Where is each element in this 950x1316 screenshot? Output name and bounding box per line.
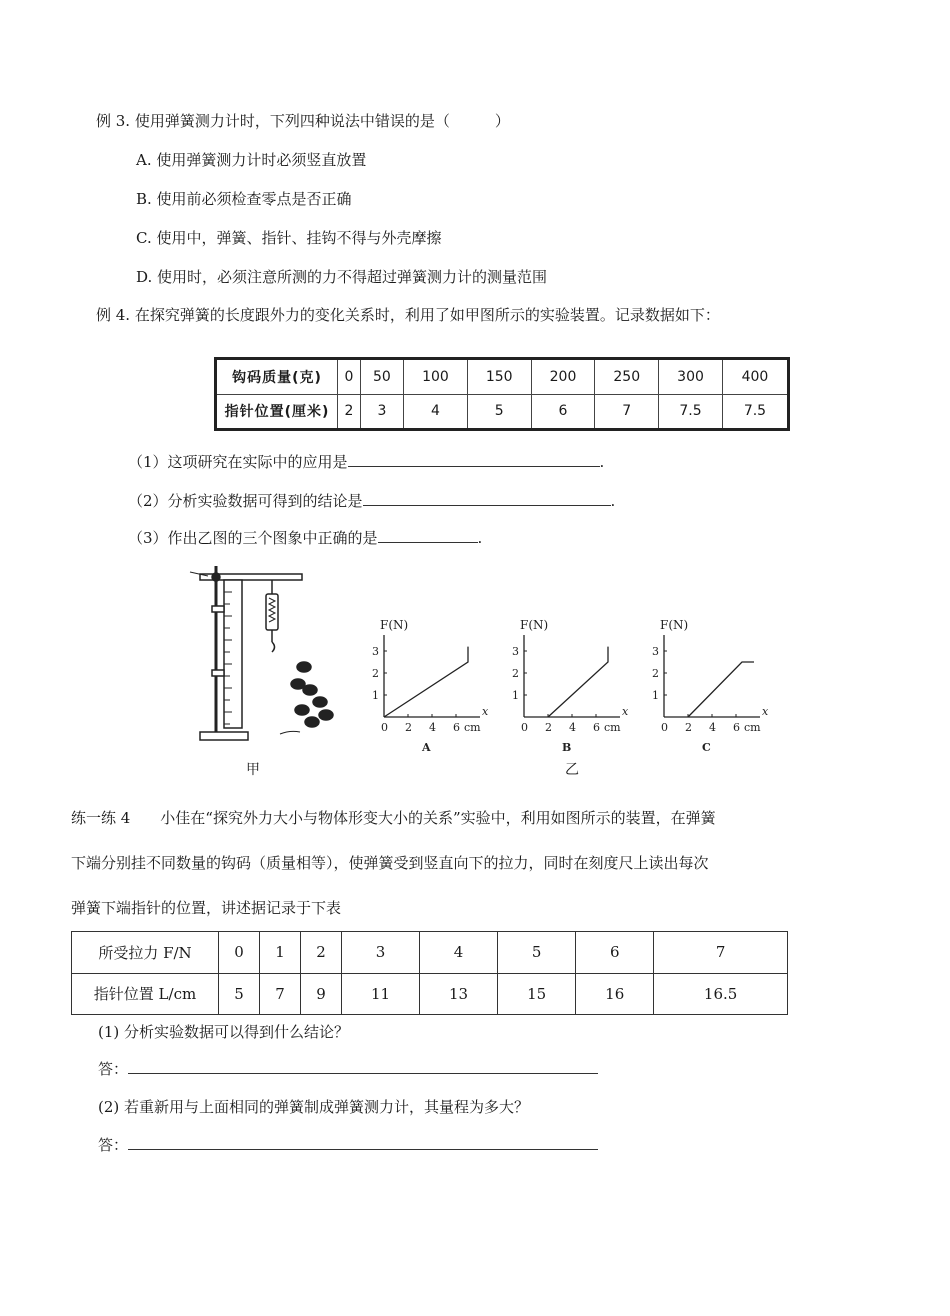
answer-label: 答： bbox=[98, 1136, 129, 1154]
answer-blank[interactable] bbox=[128, 1135, 598, 1150]
table-cell: 4 bbox=[404, 394, 468, 430]
example4-data-table bbox=[214, 357, 790, 431]
table-row bbox=[72, 973, 788, 1015]
y-axis-label: F(N) bbox=[520, 618, 549, 632]
table-cell: 6 bbox=[531, 394, 595, 430]
practice4-line3: 弹簧下端指针的位置，讲述据记录于下表 bbox=[71, 899, 342, 917]
table-header-cell: 钩码质量(克) bbox=[216, 359, 338, 395]
y-tick-label: 2 bbox=[512, 667, 519, 680]
x-tick-label: 4 bbox=[569, 721, 576, 734]
table-cell: 7.5 bbox=[722, 394, 788, 430]
x-tick-label: 4 bbox=[709, 721, 716, 734]
table-row bbox=[216, 359, 789, 395]
table-cell: 250 bbox=[595, 359, 659, 395]
table-cell: 4 bbox=[420, 932, 498, 974]
table-cell: 11 bbox=[341, 973, 419, 1015]
example3-option-c: C. 使用中，弹簧、指针、挂钩不得与外壳摩擦 bbox=[136, 229, 442, 247]
example4-q1-text: （1）这项研究在实际中的应用是 bbox=[128, 453, 348, 471]
x-tick-label: 2 bbox=[405, 721, 412, 734]
x-tick-label: 0 bbox=[381, 721, 388, 734]
table-cell: 5 bbox=[467, 394, 531, 430]
example3-question: 例 3. 使用弹簧测力计时，下列四种说法中错误的是（ ） bbox=[96, 112, 510, 130]
table-row bbox=[72, 932, 788, 974]
answer-blank[interactable] bbox=[128, 1059, 598, 1074]
table-cell: 7 bbox=[595, 394, 659, 430]
answer-blank[interactable] bbox=[348, 452, 600, 467]
example4-q3 bbox=[128, 528, 482, 548]
table-cell: 3 bbox=[360, 394, 403, 430]
graph-line bbox=[548, 647, 608, 717]
apparatus-label: 甲 bbox=[246, 762, 260, 778]
example4-q3-text: （3）作出乙图的三个图象中正确的是 bbox=[128, 529, 378, 547]
y-axis-label: F(N) bbox=[660, 618, 689, 632]
table-cell: 9 bbox=[300, 973, 341, 1015]
x-tick-label: 6 bbox=[453, 721, 460, 734]
table-cell: 16.5 bbox=[654, 973, 788, 1015]
table-cell: 16 bbox=[576, 973, 654, 1015]
x-axis-label: x bbox=[762, 705, 769, 718]
graph-line bbox=[384, 647, 468, 717]
y-tick-label: 3 bbox=[512, 645, 519, 658]
y-tick-label: 3 bbox=[652, 645, 659, 658]
y-axis-label: F(N) bbox=[380, 618, 409, 632]
table-header-cell: 指针位置(厘米) bbox=[216, 394, 338, 430]
x-axis-label: x bbox=[482, 705, 489, 718]
table-header-cell: 所受拉力 F/N bbox=[72, 932, 219, 974]
x-unit-label: cm bbox=[744, 721, 761, 734]
table-cell: 15 bbox=[498, 973, 576, 1015]
table-header-cell: 指针位置 L/cm bbox=[72, 973, 219, 1015]
y-tick-label: 2 bbox=[652, 667, 659, 680]
table-cell: 2 bbox=[338, 394, 361, 430]
practice4-line1: 练一练 4 小佳在“探究外力大小与物体形变大小的关系”实验中，利用如图所示的装置，在弹簧 bbox=[71, 809, 716, 827]
practice4-q1: (1) 分析实验数据可以得到什么结论？ bbox=[98, 1023, 350, 1041]
y-tick-label: 1 bbox=[372, 689, 379, 702]
x-tick-label: 6 bbox=[733, 721, 740, 734]
period: . bbox=[599, 453, 605, 471]
x-unit-label: cm bbox=[604, 721, 621, 734]
example3-option-b: B. 使用前必须检查零点是否正确 bbox=[136, 190, 352, 208]
y-tick-label: 1 bbox=[512, 689, 519, 702]
y-tick-label: 2 bbox=[372, 667, 379, 680]
table-cell: 7 bbox=[259, 973, 300, 1015]
table-cell: 100 bbox=[404, 359, 468, 395]
example4-q2 bbox=[128, 491, 615, 511]
table-cell: 1 bbox=[259, 932, 300, 974]
x-tick-label: 6 bbox=[593, 721, 600, 734]
example4-q2-text: （2）分析实验数据可得到的结论是 bbox=[128, 492, 363, 510]
example4-q1 bbox=[128, 452, 604, 472]
x-unit-label: cm bbox=[464, 721, 481, 734]
table-cell: 13 bbox=[420, 973, 498, 1015]
table-cell: 3 bbox=[341, 932, 419, 974]
x-axis-label: x bbox=[622, 705, 629, 718]
table-cell: 0 bbox=[338, 359, 361, 395]
answer-blank[interactable] bbox=[363, 491, 611, 506]
answer-label: 答： bbox=[98, 1060, 129, 1078]
practice4-answer1 bbox=[98, 1059, 598, 1079]
spring-apparatus-figure bbox=[180, 562, 340, 778]
example3-option-d: D. 使用时，必须注意所测的力不得超过弹簧测力计的测量范围 bbox=[136, 268, 548, 286]
table-cell: 400 bbox=[722, 359, 788, 395]
graph-label: B bbox=[562, 741, 572, 754]
example3-option-a: A. 使用弹簧测力计时必须竖直放置 bbox=[136, 151, 367, 169]
graph-line bbox=[688, 662, 754, 717]
x-tick-label: 4 bbox=[429, 721, 436, 734]
graph-label: A bbox=[422, 741, 431, 754]
graph-group-label: 乙 bbox=[565, 762, 579, 778]
table-cell: 200 bbox=[531, 359, 595, 395]
table-cell: 50 bbox=[360, 359, 403, 395]
table-cell: 7.5 bbox=[659, 394, 723, 430]
y-tick-label: 1 bbox=[652, 689, 659, 702]
example4-question: 例 4. 在探究弹簧的长度跟外力的变化关系时，利用了如甲图所示的实验装置。记录数据如下： bbox=[96, 306, 720, 324]
practice4-data-table bbox=[71, 931, 788, 1015]
y-tick-label: 3 bbox=[372, 645, 379, 658]
table-cell: 6 bbox=[576, 932, 654, 974]
table-cell: 5 bbox=[498, 932, 576, 974]
period: . bbox=[610, 492, 616, 510]
table-cell: 2 bbox=[300, 932, 341, 974]
graph-label: C bbox=[702, 741, 711, 754]
table-cell: 150 bbox=[467, 359, 531, 395]
table-cell: 0 bbox=[219, 932, 260, 974]
table-cell: 5 bbox=[219, 973, 260, 1015]
table-cell: 300 bbox=[659, 359, 723, 395]
x-tick-label: 2 bbox=[545, 721, 552, 734]
practice4-answer2 bbox=[98, 1135, 598, 1155]
x-tick-label: 0 bbox=[661, 721, 668, 734]
table-row bbox=[216, 394, 789, 430]
period: . bbox=[477, 529, 483, 547]
graphs-figure bbox=[360, 605, 780, 765]
x-tick-label: 0 bbox=[521, 721, 528, 734]
practice4-q2: (2) 若重新用与上面相同的弹簧制成弹簧测力计，其量程为多大？ bbox=[98, 1098, 530, 1116]
x-tick-label: 2 bbox=[685, 721, 692, 734]
table-cell: 7 bbox=[654, 932, 788, 974]
practice4-line2: 下端分别挂不同数量的钩码（质量相等），使弹簧受到竖直向下的拉力，同时在刻度尺上读出每次 bbox=[71, 854, 709, 872]
answer-blank[interactable] bbox=[378, 528, 478, 543]
